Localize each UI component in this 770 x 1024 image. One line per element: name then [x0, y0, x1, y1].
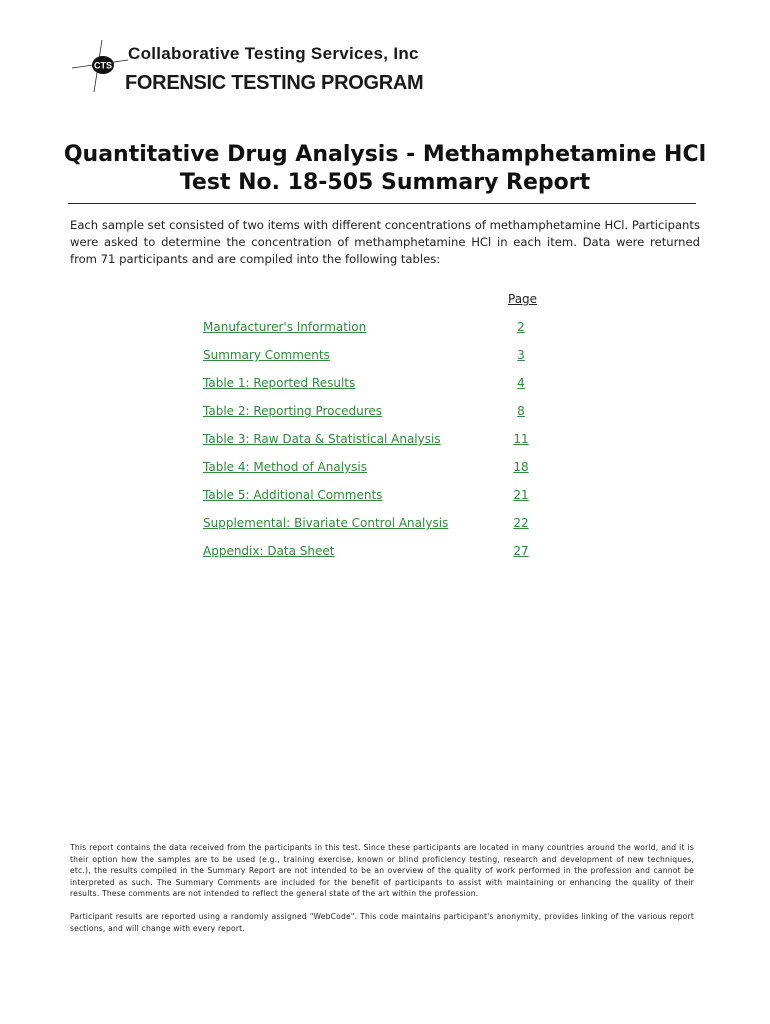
logo-text: CTS: [94, 60, 112, 71]
toc-link-table-3[interactable]: Table 3: Raw Data & Statistical Analysis: [203, 432, 441, 446]
toc-row: [203, 460, 543, 488]
intro-paragraph: Each sample set consisted of two items with different concentrations of methamphetamine HCl. Participants were asked to determine the concentration of methamphetamine HCl in each item. Data were returned from 71 participants and are compiled into the following tables:: [70, 218, 700, 266]
toc-row: [203, 516, 543, 544]
toc-page-link[interactable]: 22: [513, 516, 529, 530]
toc-page-link[interactable]: 2: [517, 320, 525, 334]
toc-page-link[interactable]: 27: [513, 544, 529, 558]
toc-link-summary-comments[interactable]: Summary Comments: [203, 348, 330, 362]
toc-page-link[interactable]: 21: [513, 488, 529, 502]
toc-page-header: Page: [508, 292, 538, 306]
toc-link-manufacturers-information[interactable]: Manufacturer's Information: [203, 320, 367, 334]
toc-row: [203, 544, 543, 572]
toc-link-appendix[interactable]: Appendix: Data Sheet: [203, 544, 335, 558]
company-name: Collaborative Testing Services, Inc: [128, 44, 419, 63]
report-title: Quantitative Drug Analysis - Methamphetamine HCl: [63, 142, 707, 167]
toc-page-link[interactable]: 11: [513, 432, 529, 446]
toc-link-table-4[interactable]: Table 4: Method of Analysis: [203, 460, 367, 474]
toc-row: [203, 348, 543, 376]
toc-link-table-2[interactable]: Table 2: Reporting Procedures: [203, 404, 383, 418]
toc-page-link[interactable]: 18: [513, 460, 529, 474]
table-of-contents: [203, 320, 543, 572]
toc-row: [203, 432, 543, 460]
toc-link-supplemental[interactable]: Supplemental: Bivariate Control Analysis: [203, 516, 449, 530]
disclaimer-paragraph: This report contains the data received from the participants in this test. Since these participants are located in many countries around the world, and it is their option how the samples are to be used (e.g., training exercise, known or blind proficiency testing, research and development of new techniques, etc.), the results compiled in the Summary Report are not intended to be an overview of the quality of work performed in the profession and cannot be interpreted as such. The Summary Comments are included for the benefit of participants to assist with maintaining or enhancing the quality of their results. These comments are not intended to reflect the general state of the art within the profession.: [70, 843, 694, 898]
toc-page-link[interactable]: 8: [517, 404, 525, 418]
toc-row: [203, 404, 543, 432]
toc-row: [203, 320, 543, 348]
report-subtitle: Test No. 18-505 Summary Report: [179, 170, 591, 195]
toc-row: [203, 376, 543, 404]
title-divider: [68, 203, 696, 204]
toc-link-table-5[interactable]: Table 5: Additional Comments: [203, 488, 383, 502]
toc-link-table-1[interactable]: Table 1: Reported Results: [203, 376, 356, 390]
toc-page-link[interactable]: 3: [517, 348, 525, 362]
toc-row: [203, 488, 543, 516]
cts-logo: [72, 38, 128, 94]
toc-page-link[interactable]: 4: [517, 376, 525, 390]
program-name: FORENSIC TESTING PROGRAM: [125, 72, 424, 94]
webcode-note: Participant results are reported using a randomly assigned "WebCode". This code maintains participant's anonymity, provides linking of the various report sections, and will change with every report.: [70, 912, 694, 933]
